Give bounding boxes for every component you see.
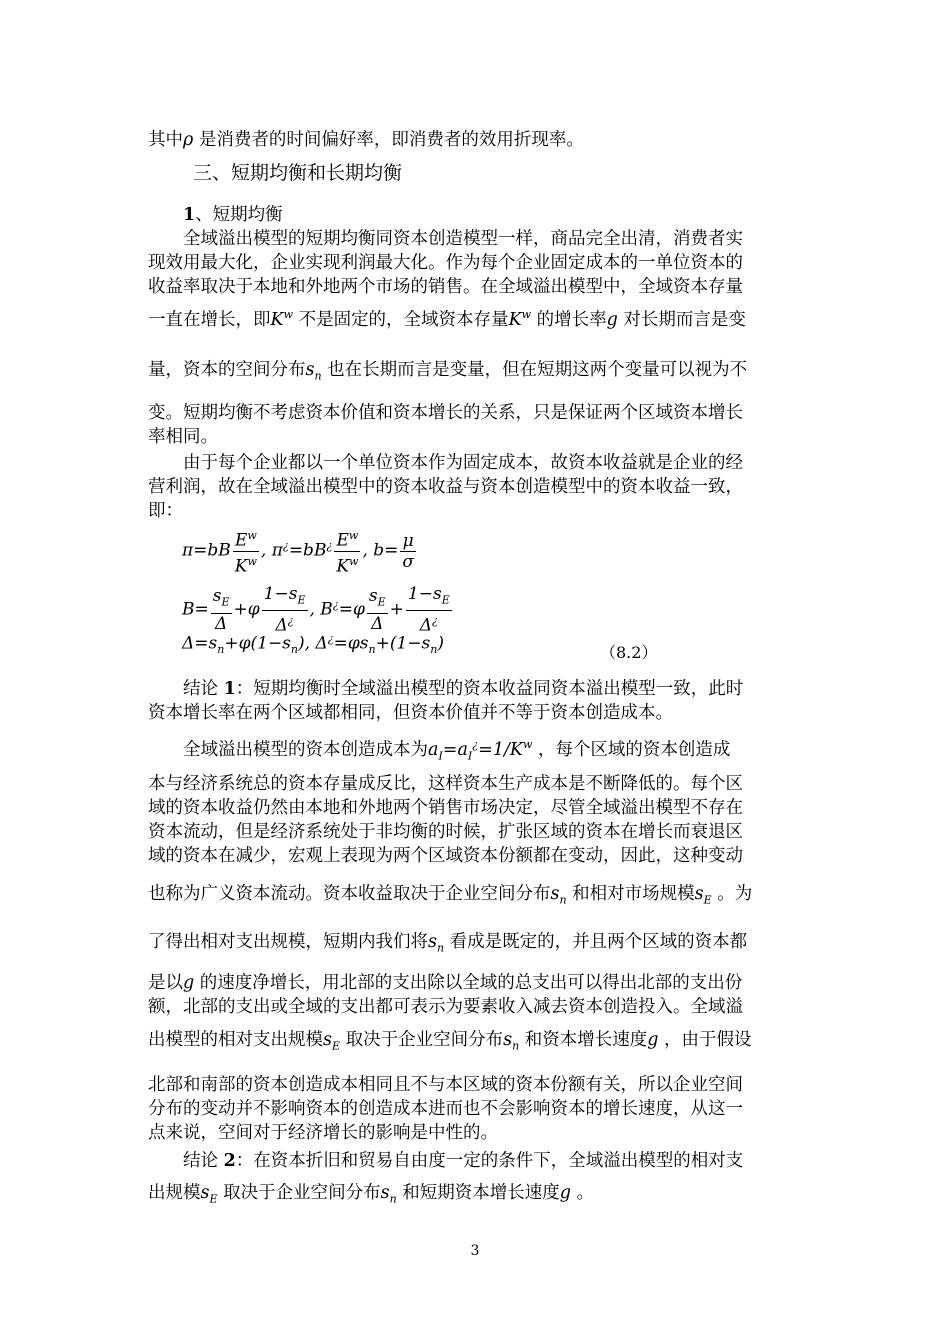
text-line: 现效用最大化，企业实现利润最大化。作为每个企业固定成本的一单位资本的 bbox=[148, 253, 743, 273]
equation-3: $\Delta=s_n+\varphi(1-s_n)$, $\Delta^¿=\varphi s_n+(1-s_n)$ bbox=[182, 632, 445, 657]
equation-number: （8.2） bbox=[600, 643, 658, 662]
text-line: 结论 2：在资本折旧和贸易自由度一定的条件下，全域溢出模型的相对支 bbox=[183, 1151, 744, 1171]
text-line: 一直在增长，即$K^w$ 不是固定的，全域资本存量$K^w$ 的增长率g 对长期而言是变 bbox=[148, 308, 746, 330]
text-line: 也称为广义资本流动。资本收益取决于企业空间分布$s_n$ 和相对市场规模$s_E$ 。为 bbox=[148, 884, 753, 907]
page-number: 3 bbox=[470, 1243, 480, 1259]
text-line: 变。短期均衡不考虑资本价值和资本增长的关系，只是保证两个区域资本增长 bbox=[148, 403, 743, 423]
text-line: 出规模$s_E$ 取决于企业空间分布$s_n$ 和短期资本增长速度g 。 bbox=[148, 1183, 594, 1206]
text-line: 出模型的相对支出规模$s_E$ 取决于企业空间分布$s_n$ 和资本增长速度g ，由于假设 bbox=[148, 1030, 752, 1053]
text-line: 资本流动，但是经济系统处于非均衡的时候，扩张区域的资本在增长而衰退区 bbox=[148, 822, 743, 842]
equation-1: π=bB $\frac{E^w}{K^w}$ , π¿=bB¿ $\frac{E^w}{K^w}$ , b= $\frac{\mu}{\sigma}$ bbox=[182, 526, 418, 576]
text-line: 资本增长率在两个区域都相同，但资本价值并不等于资本创造成本。 bbox=[148, 703, 673, 723]
text-line: 即： bbox=[148, 501, 183, 521]
text-line: 全域溢出模型的资本创造成本为$a_I=a_I^¿=1/K^w$ ，每个区域的资本创造成 bbox=[183, 738, 731, 763]
text-line: 北部和南部的资本创造成本相同且不与本区域的资本份额有关，所以企业空间 bbox=[148, 1075, 743, 1095]
text-line: 由于每个企业都以一个单位资本作为固定成本，故资本收益就是企业的经 bbox=[183, 453, 743, 473]
text-line: 全域溢出模型的短期均衡同资本创造模型一样，商品完全出清，消费者实 bbox=[183, 229, 743, 249]
text-line: 域的资本收益仍然由本地和外地两个销售市场决定，尽管全域溢出模型不存在 bbox=[148, 798, 743, 818]
text-line: 额，北部的支出或全域的支出都可表示为要素收入减去资本创造投入。全域溢 bbox=[148, 997, 743, 1017]
text-line: 率相同。 bbox=[148, 427, 218, 447]
text-line: 分布的变动并不影响资本的创造成本进而也不会影响资本的增长速度，从这一 bbox=[148, 1099, 743, 1119]
text-line: 是以g 的速度净增长，用北部的支出除以全域的总支出可以得出北部的支出份 bbox=[148, 973, 743, 993]
text-line: 收益率取决于本地和外地两个市场的销售。在全域溢出模型中，全域资本存量 bbox=[148, 277, 743, 297]
text-line: 结论 1：短期均衡时全域溢出模型的资本收益同资本溢出模型一致，此时 bbox=[183, 679, 744, 699]
text-line: 量，资本的空间分布$s_n$ 也在长期而言是变量，但在短期这两个变量可以视为不 bbox=[148, 360, 748, 383]
section-heading: 三、短期均衡和长期均衡 bbox=[193, 162, 403, 184]
text-line: 域的资本在减少，宏观上表现为两个区域资本份额都在变动，因此，这种变动 bbox=[148, 846, 743, 866]
text-line: 点来说，空间对于经济增长的影响是中性的。 bbox=[148, 1123, 498, 1143]
text-line: 本与经济系统总的资本存量成反比，这样资本生产成本是不断降低的。每个区 bbox=[148, 774, 743, 794]
text-line: 其中ρ 是消费者的时间偏好率，即消费者的效用折现率。 bbox=[148, 130, 584, 150]
subsection-heading: 1、短期均衡 bbox=[183, 205, 283, 225]
text-line: 营利润，故在全域溢出模型中的资本收益与资本创造模型中的资本收益一致， bbox=[148, 477, 743, 497]
equation-2: B= $\frac{s_E}{\Delta}$ +φ $\frac{1-s_E}{\Delta^¿}$ , B¿=φ $\frac{s_E}{\Delta}$ + $\frac{1-s_E}{\Delta^¿}$ bbox=[182, 584, 450, 637]
text-line: 了得出相对支出规模，短期内我们将$s_n$ 看成是既定的，并且两个区域的资本都 bbox=[148, 932, 748, 955]
